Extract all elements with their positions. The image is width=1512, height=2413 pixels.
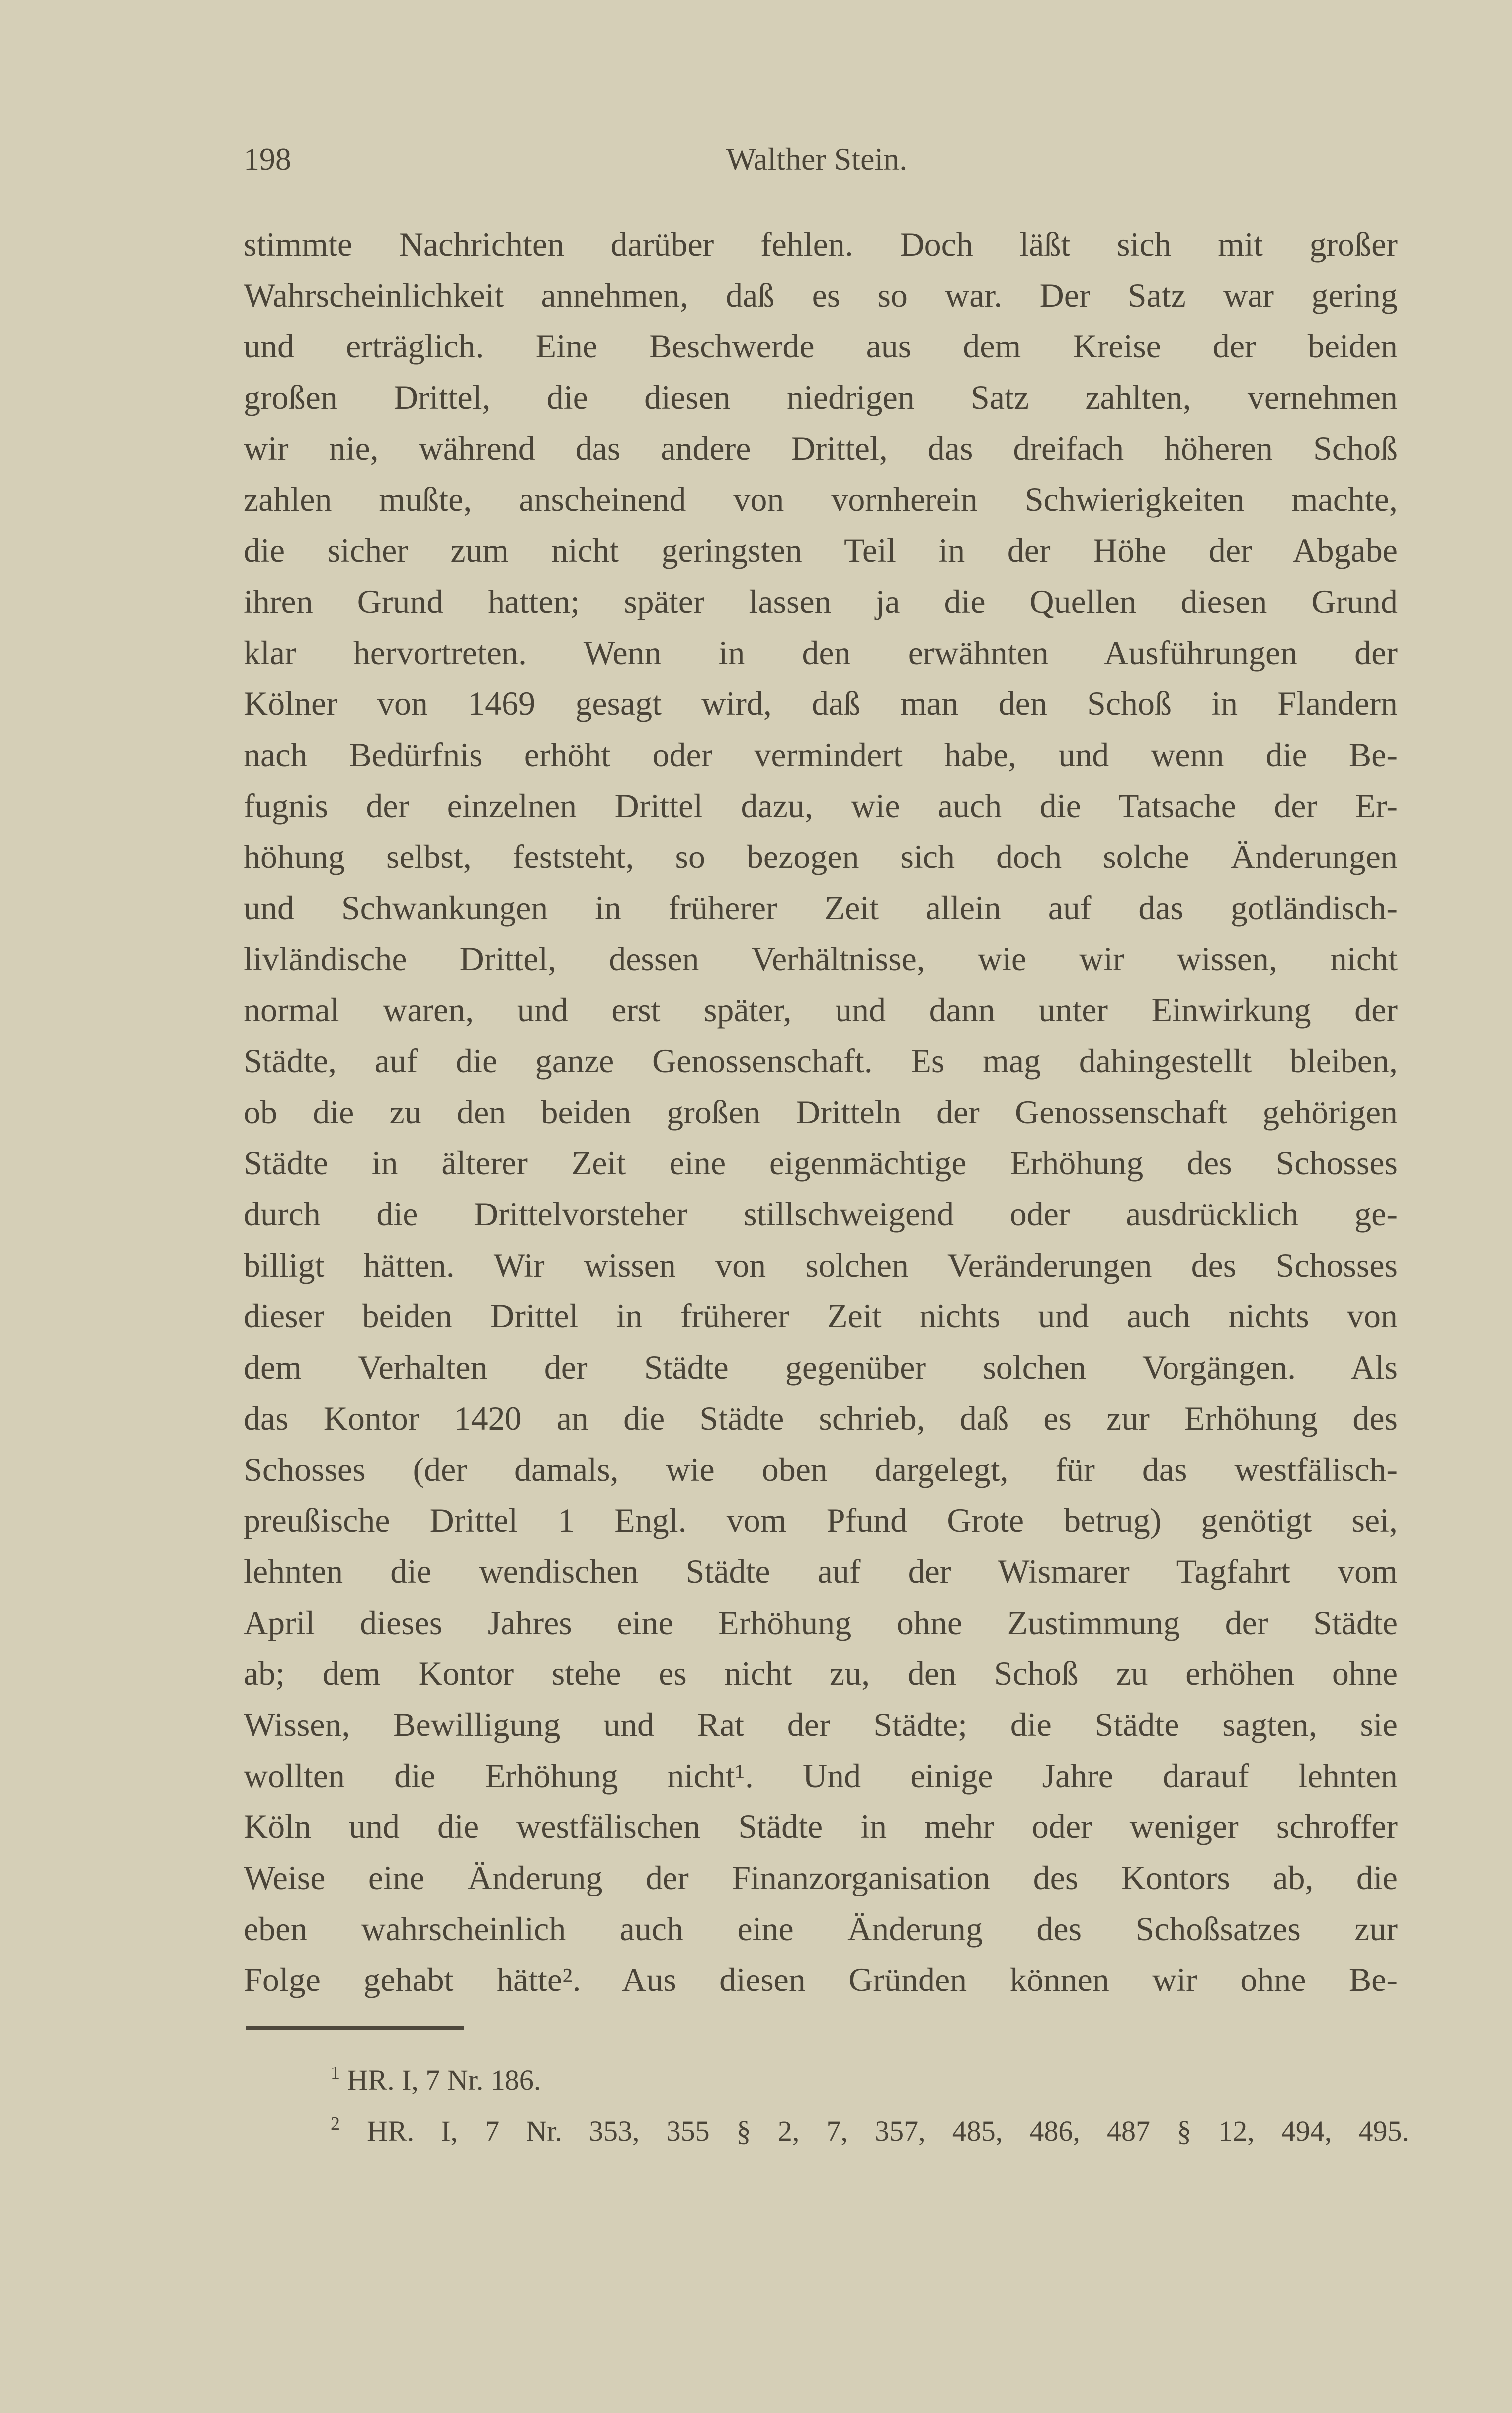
text-line: großen Drittel, die diesen niedrigen Satz zahlten, vernehmen	[244, 378, 1398, 417]
text-line: Schosses (der damals, wie oben dargelegt, für das westfälisch-	[244, 1450, 1398, 1488]
footnote-1	[331, 2063, 541, 2098]
text-line: preußische Drittel 1 Engl. vom Pfund Grote betrug) genötigt sei,	[244, 1501, 1398, 1540]
text-line: nach Bedürfnis erhöht oder vermindert habe, und wenn die Be-	[244, 735, 1398, 774]
text-line: zahlen mußte, anscheinend von vornherein Schwierigkeiten machte,	[244, 480, 1398, 518]
text-line: lehnten die wendischen Städte auf der Wismarer Tagfahrt vom	[244, 1552, 1398, 1590]
text-line: Köln und die westfälischen Städte in mehr oder weniger schroffer	[244, 1808, 1398, 1846]
text-line: stimmte Nachrichten darüber fehlen. Doch läßt sich mit großer	[244, 225, 1398, 263]
footnote-mark: 1	[331, 2063, 340, 2083]
text-line: wir nie, während das andere Drittel, das dreifach höheren Schoß	[244, 429, 1398, 467]
footnote-text: HR. I, 7 Nr. 186.	[347, 2064, 541, 2096]
text-line: und Schwankungen in früherer Zeit allein auf das gotländisch-	[244, 888, 1398, 927]
text-line: ab; dem Kontor stehe es nicht zu, den Schoß zu erhöhen ohne	[244, 1654, 1398, 1693]
page-number: 198	[244, 141, 291, 176]
text-line: livländische Drittel, dessen Verhältnisse, wie wir wissen, nicht	[244, 940, 1398, 978]
footnote-mark: 2	[331, 2113, 340, 2134]
text-line: billigt hätten. Wir wissen von solchen Veränderungen des Schosses	[244, 1246, 1398, 1284]
footnote-text: HR. I, 7 Nr. 353, 355 § 2, 7, 357, 485, 486, 487 § 12, 494, 495.	[367, 2115, 1409, 2147]
text-line: eben wahrscheinlich auch eine Änderung des Schoßsatzes zur	[244, 1909, 1398, 1948]
text-line: ob die zu den beiden großen Dritteln der Genossenschaft gehörigen	[244, 1093, 1398, 1131]
text-line: April dieses Jahres eine Erhöhung ohne Zustimmung der Städte	[244, 1603, 1398, 1641]
text-line: Städte, auf die ganze Genossenschaft. Es mag dahingestellt bleiben,	[244, 1042, 1398, 1080]
body-text	[244, 219, 1398, 2005]
text-line: dem Verhalten der Städte gegenüber solchen Vorgängen. Als	[244, 1348, 1398, 1386]
text-line: fugnis der einzelnen Drittel dazu, wie auch die Tatsache der Er-	[244, 786, 1398, 825]
text-line: normal waren, und erst später, und dann unter Einwirkung der	[244, 991, 1398, 1029]
text-line: und erträglich. Eine Beschwerde aus dem Kreise der beiden	[244, 327, 1398, 365]
text-line: Weise eine Änderung der Finanzorganisation des Kontors ab, die	[244, 1859, 1398, 1896]
text-line: Wissen, Bewilligung und Rat der Städte; die Städte sagten, sie	[244, 1705, 1398, 1743]
footnote-2	[331, 2114, 1409, 2149]
footnote-divider	[246, 2026, 464, 2030]
text-line: das Kontor 1420 an die Städte schrieb, daß es zur Erhöhung des	[244, 1399, 1398, 1437]
text-line: dieser beiden Drittel in früherer Zeit nichts und auch nichts von	[244, 1297, 1398, 1335]
text-line: klar hervortreten. Wenn in den erwähnten Ausführungen der	[244, 633, 1398, 672]
text-line: Städte in älterer Zeit eine eigenmächtige Erhöhung des Schosses	[244, 1144, 1398, 1182]
running-title: Walther Stein.	[726, 141, 908, 176]
text-line: die sicher zum nicht geringsten Teil in der Höhe der Abgabe	[244, 531, 1398, 570]
text-line: wollten die Erhöhung nicht¹. Und einige Jahre darauf lehnten	[244, 1756, 1398, 1795]
text-line: höhung selbst, feststeht, so bezogen sich doch solche Änderungen	[244, 838, 1398, 876]
text-line: Kölner von 1469 gesagt wird, daß man den Schoß in Flandern	[244, 685, 1398, 723]
text-line: ihren Grund hatten; später lassen ja die Quellen diesen Grund	[244, 582, 1398, 620]
text-line: durch die Drittelvorsteher stillschweigend oder ausdrücklich ge-	[244, 1195, 1398, 1233]
text-line: Wahrscheinlichkeit annehmen, daß es so war. Der Satz war gering	[244, 276, 1398, 314]
text-line: Folge gehabt hätte². Aus diesen Gründen können wir ohne Be-	[244, 1961, 1398, 1999]
